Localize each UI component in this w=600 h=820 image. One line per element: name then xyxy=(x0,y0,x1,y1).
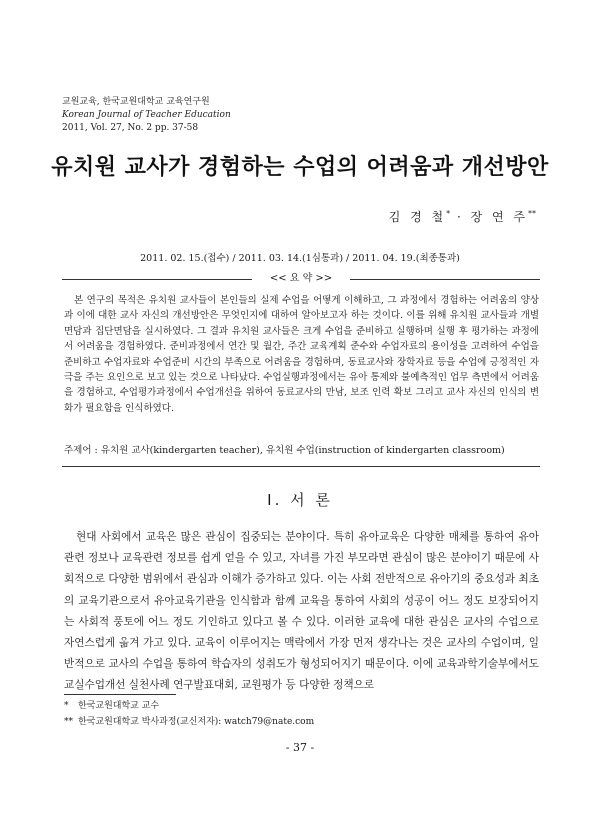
footnote-2-text: 한국교원대학교 박사과정(교신저자): watch79@nate.com xyxy=(78,717,315,727)
journal-info xyxy=(62,96,231,135)
footnote-2-mark: ** xyxy=(64,717,73,727)
abstract-text: 본 연구의 목적은 유치원 교사들이 본인들의 실제 수업을 어떻게 이해하고, 그 과정에서 경험하는 어려움의 양상과 이에 대한 교사 자신의 개선방안은 무엇인지에 대하여 알아보고자 하는 것이다. 이를 위해 유치원 교사들과 개별면담과 집단면담을 실시하였다. 그 결과 유치원 교사들은 크게 수업을 준비하고 실행하며 실행 후 평가하는 과정에서 어려움을 경험하였다. 준비과정에서 연간 및 월간, 주간 교육계획 준수와 수업자료의 용이성을 고려하여 수업을 준비하고 수업자료와 수업준비 시간의 부족으로 어려움을 경험하며, 동료교사와 장학자료 등을 수업에 긍정적인 자극을 주는 요인으로 보고 있는 것으로 나타났다. 수업실행과정에서는 유아 통제와 불예측적인 업무 측면에서 어려움을 경험하고, 수업평가과정에서 수업개선을 위하여 동료교사의 만남, 보조 인력 확보 그리고 교사 자신의 인식의 변화가 필요함을 인식하였다. xyxy=(64,295,539,414)
paper-title: 유치원 교사가 경험하는 수업의 어려움과 개선방안 xyxy=(51,155,549,180)
abstract-header xyxy=(62,272,540,286)
abstract-bottom-rule xyxy=(62,466,540,467)
author-2-mark: ** xyxy=(528,209,536,218)
footnote-1-text: 한국교원대학교 교수 xyxy=(78,701,160,711)
footnote-2 xyxy=(64,714,314,730)
abstract-heading: << 요 약 >> xyxy=(269,273,333,284)
authors xyxy=(389,208,536,225)
author-separator: · xyxy=(450,210,471,224)
footnote-1 xyxy=(64,698,314,714)
footnotes xyxy=(64,698,314,730)
body-paragraph: 현대 사회에서 교육은 많은 관심이 집중되는 분야이다. 특히 유아교육은 다양한 매체를 통하여 유아 관련 정보나 교육관련 정보를 쉽게 얻을 수 있고, 자녀를 가진 부모라면 관심이 많은 분야이기 때문에 사회적으로 다양한 범위에서 관심과 이해가 증가하고 있다. 이는 사회 전반적으로 유아기의 중요성과 최초의 교육기관으로서 유아교육기관을 인식함과 함께 교육을 통하여 사회의 성공이 어느 정도 보장되어지는 사회적 풍토에 어느 정도 기인하고 있다고 볼 수 있다. 이러한 교육에 대한 관심은 교사의 수업으로 자연스럽게 옮겨 가고 있다. 교육이 이루어지는 맥락에서 가장 먼저 생각나는 것은 교사의 수업이며, 일반적으로 교사의 수업을 통하여 학습자의 성취도가 형성되어지기 때문이다. 이에 교육과학기술부에서도 교실수업개선 실천사례 연구발표대회, 교원평가 등 다양한 정책으로 xyxy=(64,531,539,692)
keywords: 주제어 : 유치원 교사(kindergarten teacher), 유치원 수업(instruction of kindergarten classroom) xyxy=(64,445,505,456)
journal-name-korean: 교원교육, 한국교원대학교 교육연구원 xyxy=(62,97,210,107)
page-number: - 37 - xyxy=(285,741,315,754)
submission-dates: 2011. 02. 15.(접수) / 2011. 03. 14.(1심통과) / 2011. 04. 19.(최종통과) xyxy=(140,253,460,264)
footnote-1-mark: * xyxy=(64,701,69,711)
footnote-rule xyxy=(64,694,176,695)
abstract-rule-right xyxy=(350,279,540,280)
author-1: 김 경 철 xyxy=(388,210,447,224)
author-2: 장 연 주 xyxy=(470,210,528,224)
journal-volume: 2011, Vol. 27, No. 2 pp. 37-58 xyxy=(62,123,199,133)
author-1-mark: * xyxy=(446,209,451,218)
journal-name-english: Korean Journal of Teacher Education xyxy=(62,110,231,120)
section-title: Ⅰ. 서 론 xyxy=(267,491,333,509)
